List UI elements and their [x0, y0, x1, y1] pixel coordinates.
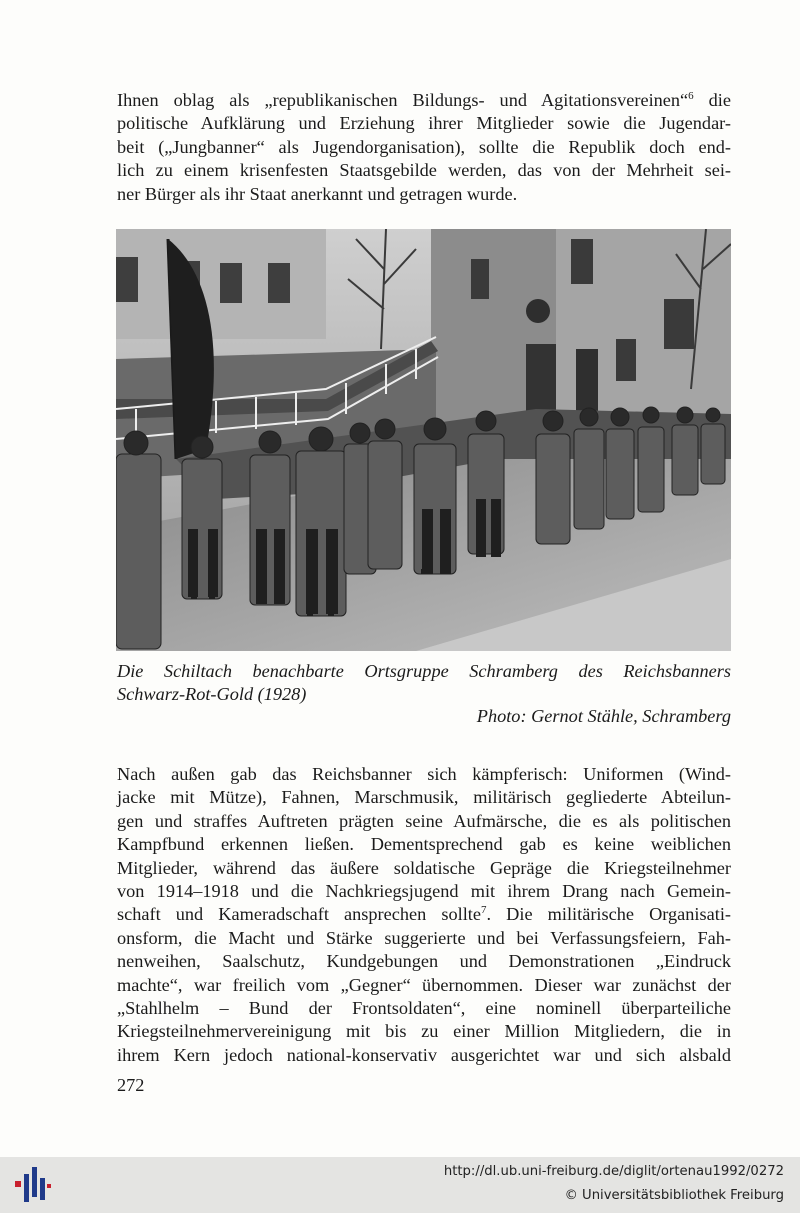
text-line: lich zu einem krisenfesten Staatsgebilde werden, das von der Mehrheit sei- — [117, 160, 731, 181]
paragraph-1 — [117, 89, 731, 206]
text-line: Kampfbund erkennen ließen. Dementsprechend gab es keine weiblichen — [117, 834, 731, 855]
page-number: 272 — [117, 1075, 145, 1095]
text-line: Kriegsteilnehmervereinigung mit bis zu einer Million Mitgliedern, die in — [117, 1021, 731, 1042]
copyright-notice: © Universitätsbibliothek Freiburg — [564, 1188, 784, 1203]
text-line: von 1914–1918 und die Nachkriegsjugend mit ihrem Drang nach Gemein- — [117, 880, 731, 901]
text-line: politische Aufklärung und Erziehung ihrer Mitglieder sowie die Jugendar- — [117, 113, 731, 134]
photo-caption-line-1: Die Schiltach benachbarte Ortsgruppe Schramberg des Reichsbanners — [117, 661, 731, 681]
footnote-ref-6[interactable]: 6 — [688, 89, 694, 102]
text-line: nenweihen, Saalschutz, Kundgebungen und Demonstrationen „Eindruck — [117, 951, 731, 972]
source-url-link[interactable]: http://dl.ub.uni-freiburg.de/diglit/ortenau1992/0272 — [443, 1164, 784, 1179]
text-line: ner Bürger als ihr Staat anerkannt und getragen wurde. — [117, 183, 518, 204]
text-line: beit („Jungbanner“ als Jugendorganisation), sollte die Republik doch end- — [117, 136, 731, 157]
library-logo-icon — [12, 1164, 52, 1206]
text-line: machte“, war freilich vom „Gegner“ übernommen. Dieser war zunächst der — [117, 974, 731, 995]
paragraph-2 — [117, 763, 731, 1067]
text-line: ihrem Kern jedoch national-konservativ ausgerichtet war und sich alsbald — [117, 1044, 731, 1065]
photo-credit: Photo: Gernot Stähle, Schramberg — [476, 706, 731, 726]
text-line: Mitglieder, während das äußere soldatische Gepräge die Kriegsteilnehmer — [117, 857, 731, 878]
footer-bar — [0, 1157, 800, 1213]
text-line: „Stahlhelm – Bund der Frontsoldaten“, eine nominell überparteiliche — [117, 997, 731, 1018]
text-line: onsform, die Macht und Stärke suggerierte und bei Verfassungsfeiern, Fah- — [117, 927, 731, 948]
footnote-ref-7[interactable]: 7 — [480, 904, 487, 917]
text-line: Ihnen oblag als „republikanischen Bildungs- und Agitationsvereinen“$^6$ die — [117, 89, 731, 110]
text-line: jacke mit Mütze), Fahnen, Marschmusik, militärisch gegliederte Abteilun- — [117, 787, 731, 808]
text-line: Nach außen gab das Reichsbanner sich kämpferisch: Uniformen (Wind- — [117, 764, 731, 784]
text-line: gen und straffes Auftreten prägten seine Aufmärsche, die es als politischen — [117, 810, 731, 831]
text-line: schaft und Kameradschaft ansprechen sollte$^7$. Die militärische Organisati- — [117, 904, 731, 925]
historical-photo — [116, 229, 731, 651]
photo-caption-line-2: Schwarz-Rot-Gold (1928) — [117, 684, 307, 704]
